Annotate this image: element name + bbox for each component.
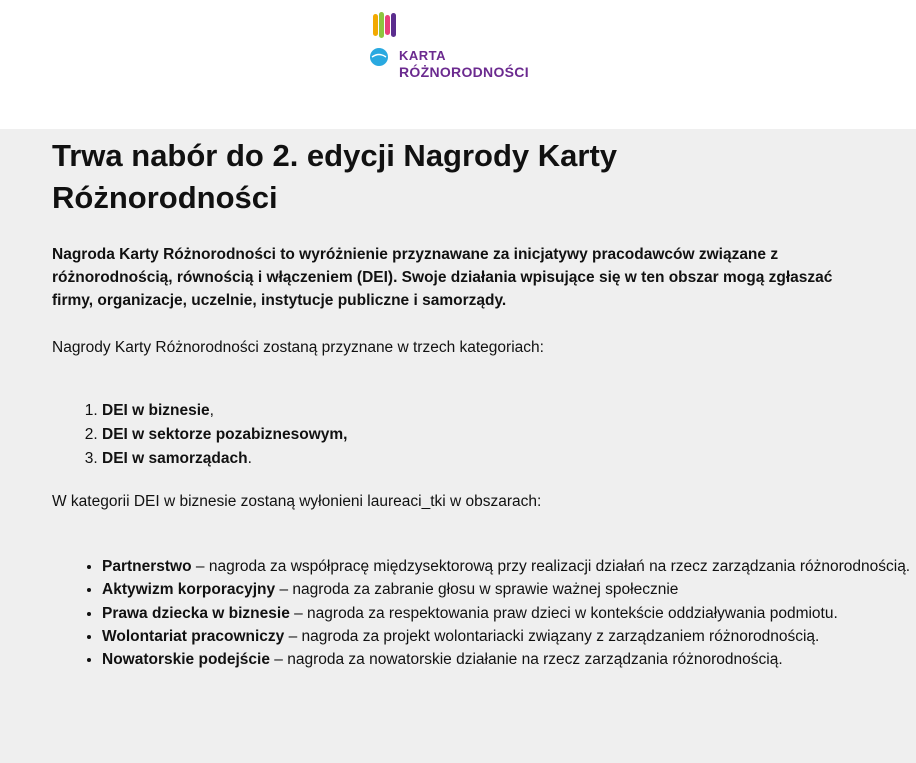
areas-intro: W kategorii DEI w biznesie zostaną wyłonieni laureaci_tki w obszarach: [52,493,542,510]
categories-intro: Nagrody Karty Różnorodności zostaną przyznane w trzech kategoriach: [52,339,544,356]
list-item [102,578,916,601]
article-content [0,129,916,763]
logo-line2: RÓŻNORODNOŚCI [399,64,529,80]
category-suffix: . [247,450,252,467]
categories-list [52,399,347,471]
logo-line1: KARTA [399,48,447,63]
category-name: DEI w biznesie [102,402,210,419]
category-suffix: , [209,402,214,419]
karta-roznorodnosci-logo[interactable] [369,12,549,82]
area-name: Wolontariat pracowniczy [102,627,285,645]
logo-wordmark [399,48,529,80]
header [0,0,916,129]
area-description: – nagroda za współpracę międzysektorową przy realizacji działań na rzecz zarządzania różnorodnością. [191,558,911,575]
area-description: – nagroda za respektowania praw dzieci w kontekście oddziaływania podmiotu. [289,604,838,622]
area-name: Aktywizm korporacyjny [102,581,276,599]
area-description: – nagroda za zabranie głosu w sprawie ważnej społecznie [275,581,679,599]
list-item [102,399,347,423]
category-name: DEI w sektorze pozabiznesowym, [102,426,348,443]
areas-list [52,555,916,671]
lead-paragraph: Nagroda Karty Różnorodności to wyróżnienie przyznawane za inicjatywy pracodawców związane z różnorodnością, równością i włączeniem (DEI). Swoje działania wpisujące się w ten obszar mogą zgłaszać firmy, organizacje, uczelnie, instytucje publiczne i samorządy. [52,246,833,309]
list-item [102,648,916,671]
area-name: Prawa dziecka w biznesie [102,604,290,622]
list-item [102,447,347,471]
list-item [102,625,916,648]
category-name: DEI w samorządach [102,450,248,467]
area-name: Nowatorskie podejście [102,651,270,669]
list-item [102,555,916,578]
page-title: Trwa nabór do 2. edycji Nagrody Karty Różnorodności [52,138,618,215]
area-description: – nagroda za nowatorskie działanie na rzecz zarządzania różnorodnością. [269,651,783,669]
area-name: Partnerstwo [102,558,192,575]
area-description: – nagroda za projekt wolontariacki związany z zarządzaniem różnorodnością. [284,627,820,645]
list-item [102,423,347,447]
list-item [102,602,916,625]
